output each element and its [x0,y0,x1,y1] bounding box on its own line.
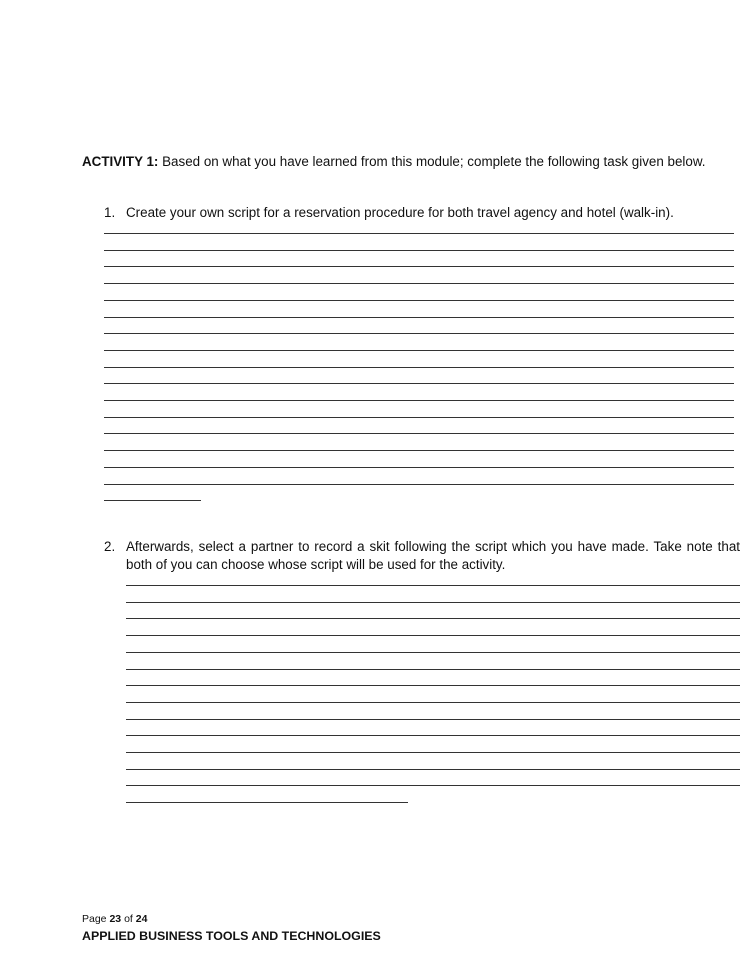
task-2 [104,538,740,574]
answer-line[interactable] [126,719,740,720]
task-2-number: 2. [104,539,116,554]
page-number: Page 23 of 24 [82,913,148,925]
answer-line[interactable] [104,266,734,267]
answer-line[interactable] [104,283,734,284]
activity-heading: ACTIVITY 1: [82,154,159,169]
page-footer [82,912,381,945]
answer-line[interactable] [126,602,740,603]
answer-line[interactable] [104,367,734,368]
activity-text: Based on what you have learned from this module; complete the following task given below. [162,154,706,169]
answer-line[interactable] [104,300,734,301]
current-page: 23 [109,913,122,925]
answer-line[interactable] [126,635,740,636]
answer-line[interactable] [126,652,740,653]
answer-line[interactable] [126,669,740,670]
answer-line[interactable] [126,685,740,686]
answer-line[interactable] [126,702,740,703]
answer-line[interactable] [104,400,734,401]
task-1 [104,204,740,222]
answer-line[interactable] [126,585,740,586]
answer-line[interactable] [126,752,740,753]
answer-line[interactable] [104,450,734,451]
task-2-text: Afterwards, select a partner to record a skit following the script which you have made. Take note that both of you can choose whose script will be used for the activity. [126,539,740,572]
answer-line[interactable] [126,735,740,736]
answer-line[interactable] [104,417,734,418]
answer-line[interactable] [104,250,734,251]
answer-line[interactable] [126,618,740,619]
answer-line[interactable] [104,433,734,434]
answer-line[interactable] [104,350,734,351]
task-1-text: Create your own script for a reservation procedure for both travel agency and hotel (walk-in). [126,205,674,220]
task-1-number: 1. [104,205,116,220]
course-title: APPLIED BUSINESS TOOLS AND TECHNOLOGIES [82,929,381,943]
answer-line[interactable] [104,484,734,485]
answer-line[interactable] [104,467,734,468]
answer-line[interactable] [126,802,408,803]
activity-instruction [82,153,740,171]
answer-line[interactable] [104,317,734,318]
answer-line[interactable] [104,500,201,501]
answer-line[interactable] [126,769,740,770]
answer-line[interactable] [104,233,734,234]
answer-line[interactable] [104,383,734,384]
answer-line[interactable] [126,785,740,786]
answer-line[interactable] [104,333,734,334]
total-pages: 24 [135,913,148,925]
